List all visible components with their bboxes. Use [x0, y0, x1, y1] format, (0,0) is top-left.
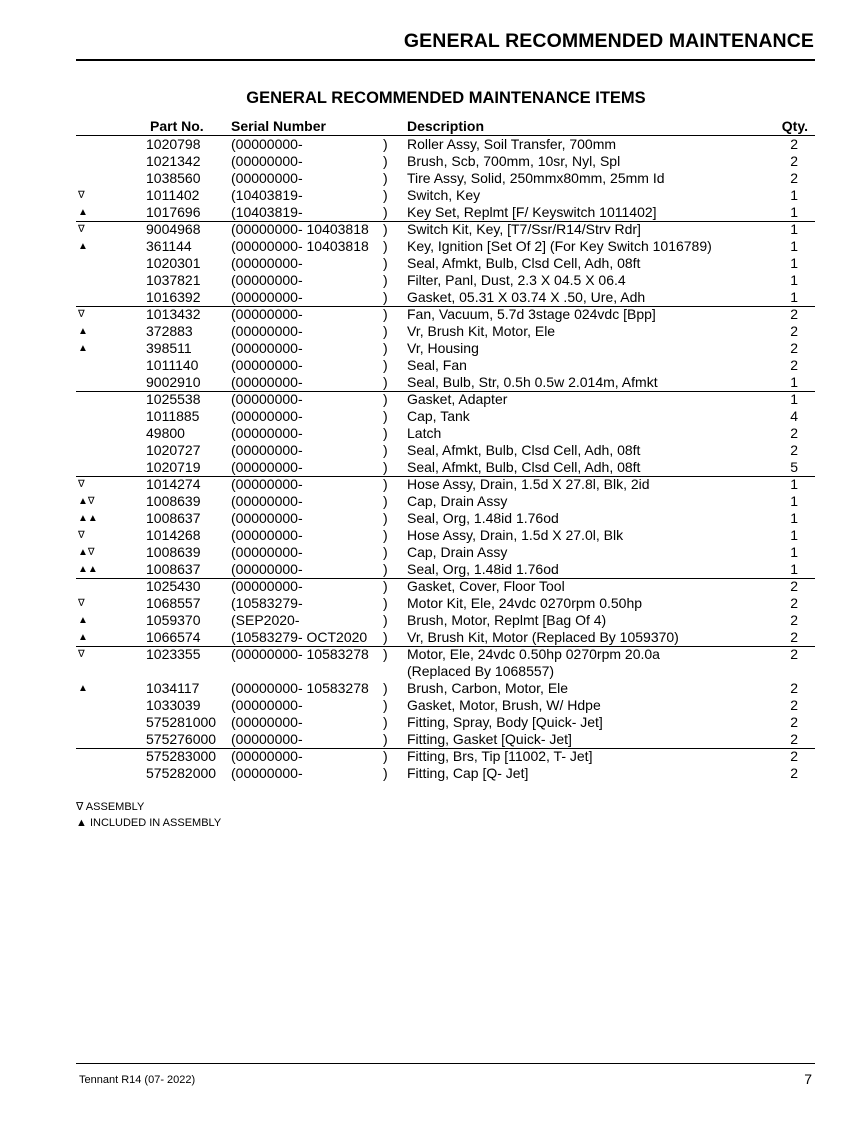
description: Seal, Afmkt, Bulb, Clsd Cell, Adh, 08ft: [407, 442, 641, 458]
part-number: 1011140: [146, 357, 199, 373]
part-number: 1016392: [146, 289, 201, 305]
serial-close-paren: ): [383, 646, 388, 662]
serial-number: (00000000-: [231, 272, 303, 288]
quantity: 1: [790, 493, 798, 509]
legend-assembly: ∇ ASSEMBLY: [76, 801, 145, 813]
assembly-marker: ∇: [78, 530, 85, 541]
assembly-marker: ∇: [78, 309, 85, 320]
table-row: [0, 272, 866, 289]
quantity: 2: [790, 340, 798, 356]
serial-number: (00000000-: [231, 578, 303, 594]
description: Gasket, 05.31 X 03.74 X .50, Ure, Adh: [407, 289, 646, 305]
table-row: [0, 697, 866, 714]
serial-close-paren: ): [383, 544, 388, 560]
serial-number: (00000000-: [231, 442, 303, 458]
part-number: 1014274: [146, 476, 201, 492]
description: Hose Assy, Drain, 1.5d X 27.0l, Blk: [407, 527, 624, 543]
table-row: [0, 442, 866, 459]
quantity: 2: [790, 595, 798, 611]
assembly-marker: ▲: [78, 615, 88, 626]
serial-close-paren: ): [383, 561, 388, 577]
serial-close-paren: ): [383, 510, 388, 526]
serial-close-paren: ): [383, 714, 388, 730]
quantity: 1: [790, 255, 798, 271]
quantity: 1: [790, 221, 798, 237]
table-row: [0, 561, 866, 578]
serial-close-paren: ): [383, 578, 388, 594]
table-row: [0, 204, 866, 221]
table-row: [0, 187, 866, 204]
serial-close-paren: ): [383, 289, 388, 305]
assembly-marker: ▲: [78, 632, 88, 643]
table-row: [0, 612, 866, 629]
serial-close-paren: ): [383, 680, 388, 696]
part-number: 1013432: [146, 306, 201, 322]
assembly-marker: ∇: [78, 598, 85, 609]
serial-number: (00000000-: [231, 561, 303, 577]
serial-number: (00000000-: [231, 170, 303, 186]
quantity: 1: [790, 374, 798, 390]
assembly-marker: ▲▲: [78, 513, 98, 524]
serial-number: (00000000-: [231, 357, 303, 373]
part-number: 1020727: [146, 442, 201, 458]
quantity: 1: [790, 527, 798, 543]
quantity: 2: [790, 697, 798, 713]
assembly-marker: ▲: [78, 207, 88, 218]
footer-divider: [76, 1063, 815, 1064]
part-number: 1038560: [146, 170, 201, 186]
serial-number: (00000000-: [231, 697, 303, 713]
description: Roller Assy, Soil Transfer, 700mm: [407, 136, 617, 152]
description: Fitting, Brs, Tip [11002, T- Jet]: [407, 748, 593, 764]
table-row: [0, 459, 866, 476]
serial-number: (00000000-: [231, 527, 303, 543]
quantity: 2: [790, 170, 798, 186]
part-number: 1023355: [146, 646, 201, 662]
quantity: 2: [790, 306, 798, 322]
quantity: 2: [790, 748, 798, 764]
serial-number: (00000000-: [231, 544, 303, 560]
part-number: 372883: [146, 323, 193, 339]
table-row: [0, 323, 866, 340]
footer-model-date: Tennant R14 (07- 2022): [79, 1074, 196, 1086]
table-row: [0, 646, 866, 680]
table-row: [0, 238, 866, 255]
description: Seal, Org, 1.48id 1.76od: [407, 561, 559, 577]
quantity: 1: [790, 561, 798, 577]
table-row: [0, 714, 866, 731]
serial-close-paren: ): [383, 272, 388, 288]
table-row: [0, 510, 866, 527]
serial-close-paren: ): [383, 323, 388, 339]
assembly-marker: ▲∇: [78, 496, 95, 507]
part-number: 9004968: [146, 221, 201, 237]
part-number: 575281000: [146, 714, 217, 730]
assembly-marker: ▲▲: [78, 564, 98, 575]
column-header-part-no: Part No.: [150, 118, 204, 134]
description: Fitting, Cap [Q- Jet]: [407, 765, 529, 781]
assembly-marker: ∇: [78, 479, 85, 490]
part-number: 1008637: [146, 561, 201, 577]
serial-number: (00000000-: [231, 493, 303, 509]
part-number: 1014268: [146, 527, 201, 543]
part-number: 398511: [146, 340, 192, 356]
part-number: 1034117: [146, 680, 200, 696]
description: Seal, Bulb, Str, 0.5h 0.5w 2.014m, Afmkt: [407, 374, 658, 390]
quantity: 4: [790, 408, 798, 424]
table-row: [0, 153, 866, 170]
description: Seal, Org, 1.48id 1.76od: [407, 510, 559, 526]
assembly-marker: ▲: [78, 241, 88, 252]
table-row: [0, 476, 866, 493]
table-row: [0, 357, 866, 374]
table-row: [0, 136, 866, 153]
description: Brush, Scb, 700mm, 10sr, Nyl, Spl: [407, 153, 621, 169]
quantity: 2: [790, 612, 798, 628]
quantity: 2: [790, 136, 798, 152]
column-header-serial-number: Serial Number: [231, 118, 326, 134]
part-number: 1033039: [146, 697, 201, 713]
description: Gasket, Motor, Brush, W/ Hdpe: [407, 697, 601, 713]
description: Gasket, Cover, Floor Tool: [407, 578, 565, 594]
description: Motor, Ele, 24vdc 0.50hp 0270rpm 20.0a: [407, 646, 660, 662]
serial-number: (SEP2020-: [231, 612, 300, 628]
serial-number: (00000000-: [231, 731, 303, 747]
part-number: 1037821: [146, 272, 201, 288]
quantity: 1: [790, 391, 798, 407]
table-row: [0, 425, 866, 442]
quantity: 1: [790, 238, 798, 254]
table-row: [0, 340, 866, 357]
quantity: 5: [790, 459, 798, 475]
serial-close-paren: ): [383, 476, 388, 492]
description: Fitting, Spray, Body [Quick- Jet]: [407, 714, 603, 730]
serial-number: (00000000-: [231, 306, 303, 322]
serial-number: (00000000- 10403818: [231, 221, 369, 237]
table-row: [0, 374, 866, 391]
quantity: 1: [790, 510, 798, 526]
column-header-description: Description: [407, 118, 485, 134]
section-title: GENERAL RECOMMENDED MAINTENANCE ITEMS: [246, 89, 646, 107]
description: Key Set, Replmt [F/ Keyswitch 1011402]: [407, 204, 657, 220]
table-row: [0, 527, 866, 544]
quantity: 2: [790, 765, 798, 781]
description: Brush, Motor, Replmt [Bag Of 4): [407, 612, 607, 628]
serial-close-paren: ): [383, 629, 388, 645]
description: Tire Assy, Solid, 250mmx80mm, 25mm Id: [407, 170, 665, 186]
table-row: [0, 255, 866, 272]
description: Cap, Tank: [407, 408, 470, 424]
table-row: [0, 391, 866, 408]
serial-number: (00000000-: [231, 425, 303, 441]
legend-included-in-assembly: ▲ INCLUDED IN ASSEMBLY: [76, 817, 222, 829]
serial-close-paren: ): [383, 357, 388, 373]
serial-close-paren: ): [383, 731, 388, 747]
column-header-qty: Qty.: [781, 118, 808, 134]
serial-number: (00000000-: [231, 391, 303, 407]
serial-number: (00000000-: [231, 340, 303, 356]
serial-close-paren: ): [383, 425, 388, 441]
table-row: [0, 629, 866, 646]
quantity: 1: [790, 204, 798, 220]
description: Latch: [407, 425, 442, 441]
description: Vr, Brush Kit, Motor (Replaced By 1059370): [407, 629, 679, 645]
table-row: [0, 731, 866, 748]
serial-close-paren: ): [383, 408, 388, 424]
quantity: 2: [790, 680, 798, 696]
page-header-title: GENERAL RECOMMENDED MAINTENANCE: [403, 30, 814, 52]
description: Brush, Carbon, Motor, Ele: [407, 680, 569, 696]
quantity: 2: [790, 153, 798, 169]
assembly-marker: ∇: [78, 190, 85, 201]
part-number: 1025538: [146, 391, 201, 407]
quantity: 1: [790, 272, 798, 288]
serial-number: (00000000-: [231, 255, 303, 271]
serial-number: (10403819-: [231, 187, 303, 203]
part-number: 1011402: [146, 187, 200, 203]
description: Vr, Housing: [407, 340, 479, 356]
serial-number: (10403819-: [231, 204, 303, 220]
quantity: 2: [790, 425, 798, 441]
serial-number: (00000000- 10403818: [231, 238, 369, 254]
quantity: 2: [790, 629, 798, 645]
quantity: 2: [790, 578, 798, 594]
part-number: 1020719: [146, 459, 201, 475]
description: Key, Ignition [Set Of 2] (For Key Switch 1016789): [407, 238, 712, 254]
table-row: [0, 493, 866, 510]
description-continued: (Replaced By 1068557): [407, 663, 555, 679]
description: Seal, Afmkt, Bulb, Clsd Cell, Adh, 08ft: [407, 459, 641, 475]
assembly-marker: ∇: [78, 649, 85, 660]
description: Seal, Fan: [407, 357, 467, 373]
quantity: 1: [790, 476, 798, 492]
quantity: 1: [790, 544, 798, 560]
table-row: [0, 306, 866, 323]
part-number: 575282000: [146, 765, 217, 781]
part-number: 575276000: [146, 731, 217, 747]
part-number: 1008639: [146, 493, 201, 509]
part-number: 1066574: [146, 629, 201, 645]
serial-close-paren: ): [383, 765, 388, 781]
serial-number: (00000000-: [231, 323, 303, 339]
table-row: [0, 578, 866, 595]
part-number: 1021342: [146, 153, 201, 169]
part-number: 1008637: [146, 510, 201, 526]
quantity: 2: [790, 323, 798, 339]
serial-number: (00000000-: [231, 459, 303, 475]
assembly-marker: ∇: [78, 224, 85, 235]
part-number: 1068557: [146, 595, 201, 611]
part-number: 49800: [146, 425, 185, 441]
serial-number: (00000000-: [231, 408, 303, 424]
serial-close-paren: ): [383, 170, 388, 186]
serial-close-paren: ): [383, 493, 388, 509]
serial-close-paren: ): [383, 306, 388, 322]
serial-close-paren: ): [383, 255, 388, 271]
serial-number: (00000000- 10583278: [231, 680, 369, 696]
serial-number: (00000000-: [231, 289, 303, 305]
part-number: 575283000: [146, 748, 217, 764]
serial-close-paren: ): [383, 391, 388, 407]
serial-number: (00000000-: [231, 153, 303, 169]
description: Cap, Drain Assy: [407, 493, 508, 509]
quantity: 2: [790, 731, 798, 747]
table-row: [0, 544, 866, 561]
serial-number: (00000000-: [231, 374, 303, 390]
description: Gasket, Adapter: [407, 391, 508, 407]
assembly-marker: ▲: [78, 343, 88, 354]
description: Hose Assy, Drain, 1.5d X 27.8l, Blk, 2id: [407, 476, 650, 492]
serial-close-paren: ): [383, 153, 388, 169]
serial-number: (00000000-: [231, 510, 303, 526]
description: Fan, Vacuum, 5.7d 3stage 024vdc [Bpp]: [407, 306, 656, 322]
serial-close-paren: ): [383, 187, 388, 203]
serial-number: (00000000-: [231, 136, 303, 152]
serial-close-paren: ): [383, 697, 388, 713]
page-number: 7: [804, 1071, 812, 1087]
serial-close-paren: ): [383, 136, 388, 152]
table-row: [0, 680, 866, 697]
assembly-marker: ▲: [78, 683, 88, 694]
description: Seal, Afmkt, Bulb, Clsd Cell, Adh, 08ft: [407, 255, 641, 271]
table-row: [0, 748, 866, 765]
header-divider: [76, 59, 815, 61]
quantity: 2: [790, 357, 798, 373]
description: Switch Kit, Key, [T7/Ssr/R14/Strv Rdr]: [407, 221, 641, 237]
description: Fitting, Gasket [Quick- Jet]: [407, 731, 572, 747]
part-number: 1008639: [146, 544, 201, 560]
description: Filter, Panl, Dust, 2.3 X 04.5 X 06.4: [407, 272, 626, 288]
assembly-marker: ▲: [78, 326, 88, 337]
description: Switch, Key: [407, 187, 481, 203]
description: Cap, Drain Assy: [407, 544, 508, 560]
description: Motor Kit, Ele, 24vdc 0270rpm 0.50hp: [407, 595, 643, 611]
part-number: 361144: [146, 238, 192, 254]
serial-close-paren: ): [383, 204, 388, 220]
quantity: 2: [790, 714, 798, 730]
quantity: 2: [790, 646, 798, 662]
serial-close-paren: ): [383, 459, 388, 475]
serial-close-paren: ): [383, 595, 388, 611]
serial-number: (00000000-: [231, 476, 303, 492]
serial-number: (00000000-: [231, 748, 303, 764]
quantity: 1: [790, 289, 798, 305]
table-row: [0, 289, 866, 306]
table-row: [0, 595, 866, 612]
serial-number: (10583279-: [231, 595, 303, 611]
serial-number: (00000000- 10583278: [231, 646, 369, 662]
part-number: 1020798: [146, 136, 201, 152]
description: Vr, Brush Kit, Motor, Ele: [407, 323, 556, 339]
quantity: 1: [790, 187, 798, 203]
serial-close-paren: ): [383, 221, 388, 237]
assembly-marker: ▲∇: [78, 547, 95, 558]
serial-close-paren: ): [383, 748, 388, 764]
part-number: 1059370: [146, 612, 201, 628]
serial-close-paren: ): [383, 612, 388, 628]
table-row: [0, 170, 866, 187]
part-number: 1011885: [146, 408, 200, 424]
table-row: [0, 408, 866, 425]
serial-number: (10583279- OCT2020: [231, 629, 368, 645]
quantity: 2: [790, 442, 798, 458]
serial-close-paren: ): [383, 442, 388, 458]
part-number: 1020301: [146, 255, 201, 271]
table-row: [0, 221, 866, 238]
serial-close-paren: ): [383, 340, 388, 356]
serial-number: (00000000-: [231, 765, 303, 781]
serial-close-paren: ): [383, 238, 388, 254]
serial-close-paren: ): [383, 374, 388, 390]
table-row: [0, 765, 866, 782]
serial-close-paren: ): [383, 527, 388, 543]
part-number: 1017696: [146, 204, 201, 220]
part-number: 9002910: [146, 374, 201, 390]
serial-number: (00000000-: [231, 714, 303, 730]
part-number: 1025430: [146, 578, 201, 594]
